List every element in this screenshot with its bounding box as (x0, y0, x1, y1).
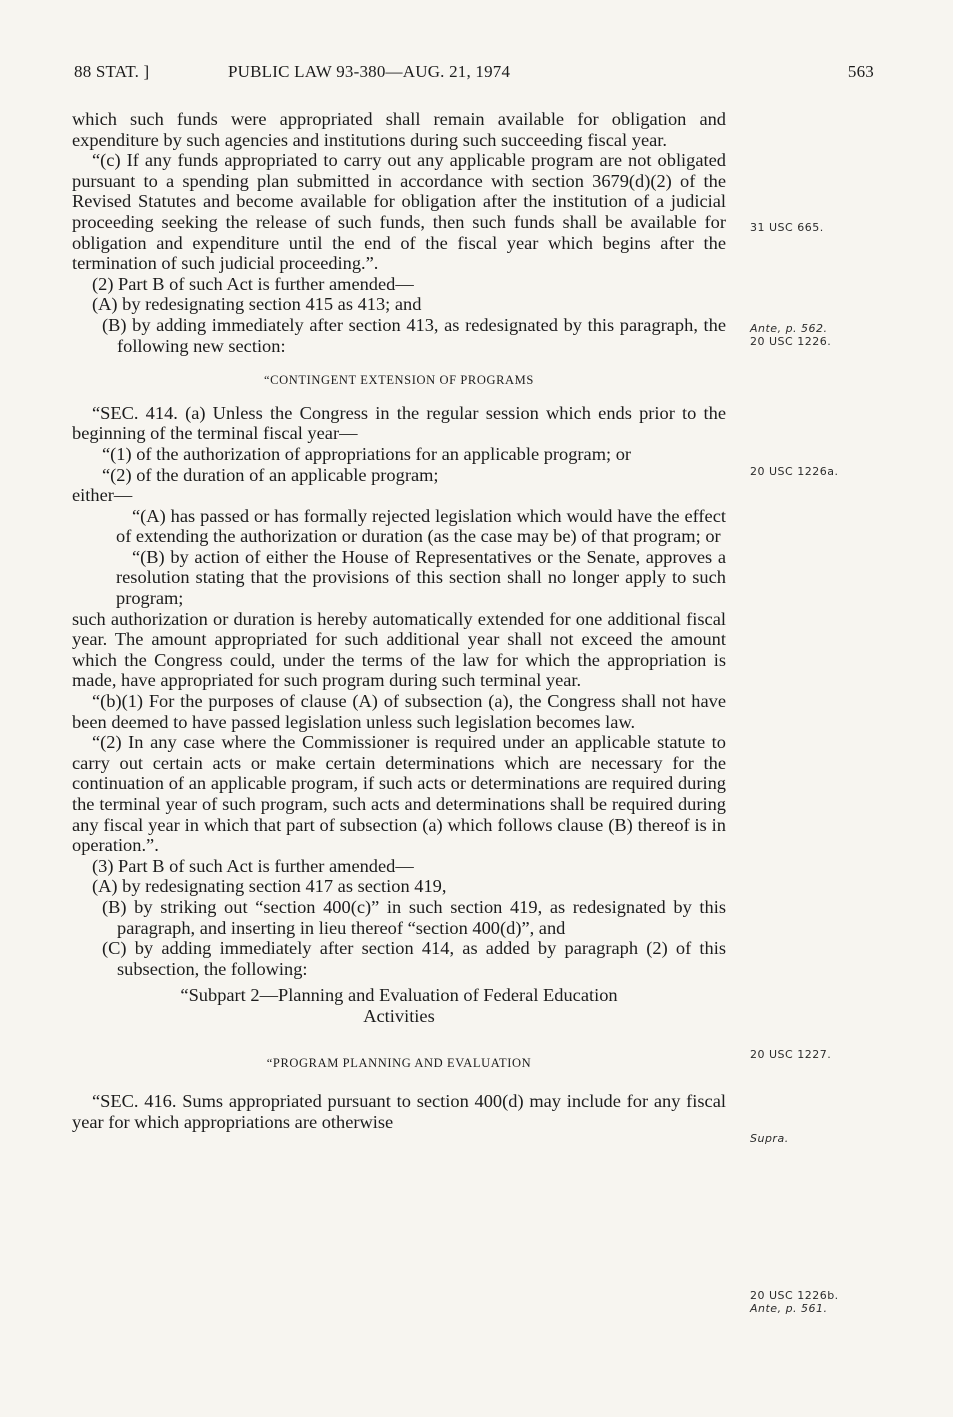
margin-citation: Ante, p. 562. (750, 322, 828, 335)
page-header (74, 62, 874, 88)
paragraph: “(1) of the authorization of appropriations for an applicable program; or (102, 443, 632, 464)
paragraph: “SEC. 416. Sums appropriated pursuant to section 400(d) may include for any fiscal year for which appropriations are otherwise (72, 1091, 726, 1132)
paragraph: (3) Part B of such Act is further amended— (92, 855, 414, 876)
page-title: PUBLIC LAW 93-380—AUG. 21, 1974 (228, 62, 511, 81)
statute-reference: 88 STAT. ] (74, 62, 150, 81)
paragraph: “(B) by action of either the House of Representatives or the Senate, approves a resolution stating that the provisions of this section shall no longer apply to such program; (116, 546, 726, 609)
page-body (72, 109, 726, 1132)
margin-citation: 20 USC 1226b. (750, 1289, 839, 1302)
paragraph: “(2) In any case where the Commissioner is required under an applicable statute to carry out certain acts or make certain determinations which are necessary for the continuation of an applicable program, if such acts or determinations are required during the terminal year of such program, such acts and determinations shall be required during any fiscal year in which that part of subsection (a) which follows clause (B) thereof is in operation.”. (72, 732, 726, 856)
paragraph: “(c) If any funds appropriated to carry out any applicable program are not obligated pursuant to a spending plan submitted in accordance with section 3679(d)(2) of the Revised Statutes and become available for obligation after the institution of a judicial proceeding seeking the release of such funds, then such funds shall be available for obligation and expenditure until the end of the fiscal year which begins after the termination of such judicial proceeding.”. (72, 150, 726, 274)
margin-citation: 20 USC 1226a. (750, 465, 839, 478)
margin-citation: 31 USC 665. (750, 221, 824, 234)
paragraph: “(b)(1) For the purposes of clause (A) of subsection (a), the Congress shall not have been deemed to have passed legislation unless such legislation becomes law. (72, 691, 726, 732)
margin-note (750, 1289, 900, 1315)
margin-note (750, 322, 900, 348)
paragraph: (B) by adding immediately after section 413, as redesignated by this paragraph, the following new section: (102, 314, 726, 356)
margin-citation: Ante, p. 561. (750, 1302, 828, 1315)
paragraph: “(A) has passed or has formally rejected legislation which would have the effect of extending the authorization or duration (as the case may be) of that program; or (116, 505, 726, 547)
page-number: 563 (847, 62, 874, 81)
margin-citation: 20 USC 1226. (750, 335, 832, 348)
paragraph: either— (72, 485, 133, 506)
margin-citation: 20 USC 1227. (750, 1048, 832, 1061)
subpart-title: “Subpart 2—Planning and Evaluation of Federal Education (180, 985, 618, 1006)
margin-note (750, 465, 900, 478)
margin-citation: Supra. (750, 1132, 789, 1145)
paragraph: such authorization or duration is hereby automatically extended for one additional fiscal year. The amount appropriated for such additional year shall not exceed the amount which the Congress could, under the terms of the law for which the appropriation is made, have appropriated for such program during such terminal year. (72, 608, 726, 691)
section-heading: “PROGRAM PLANNING AND EVALUATION (266, 1055, 532, 1070)
paragraph: “SEC. 414. (a) Unless the Congress in the regular session which ends prior to the beginning of the terminal fiscal year— (72, 402, 726, 444)
paragraph: (A) by redesignating section 415 as 413; and (92, 294, 422, 315)
paragraph: “(2) of the duration of an applicable program; (102, 464, 439, 485)
subpart-title-continued: Activities (363, 1005, 435, 1026)
margin-note (750, 221, 900, 234)
margin-note (750, 1132, 900, 1145)
paragraph: (B) by striking out “section 400(c)” in such section 419, as redesignated by this paragraph, and inserting in lieu thereof “section 400(d)”, and (102, 896, 726, 938)
paragraph: which such funds were appropriated shall remain available for obligation and expenditure by such agencies and institutions during such succeeding fiscal year. (72, 109, 726, 150)
paragraph: (C) by adding immediately after section 414, as added by paragraph (2) of this subsection, the following: (102, 938, 726, 979)
margin-note (750, 1048, 900, 1061)
paragraph: (A) by redesignating section 417 as section 419, (92, 876, 447, 897)
section-heading: “CONTINGENT EXTENSION OF PROGRAMS (264, 373, 534, 388)
paragraph: (2) Part B of such Act is further amended— (92, 273, 414, 294)
